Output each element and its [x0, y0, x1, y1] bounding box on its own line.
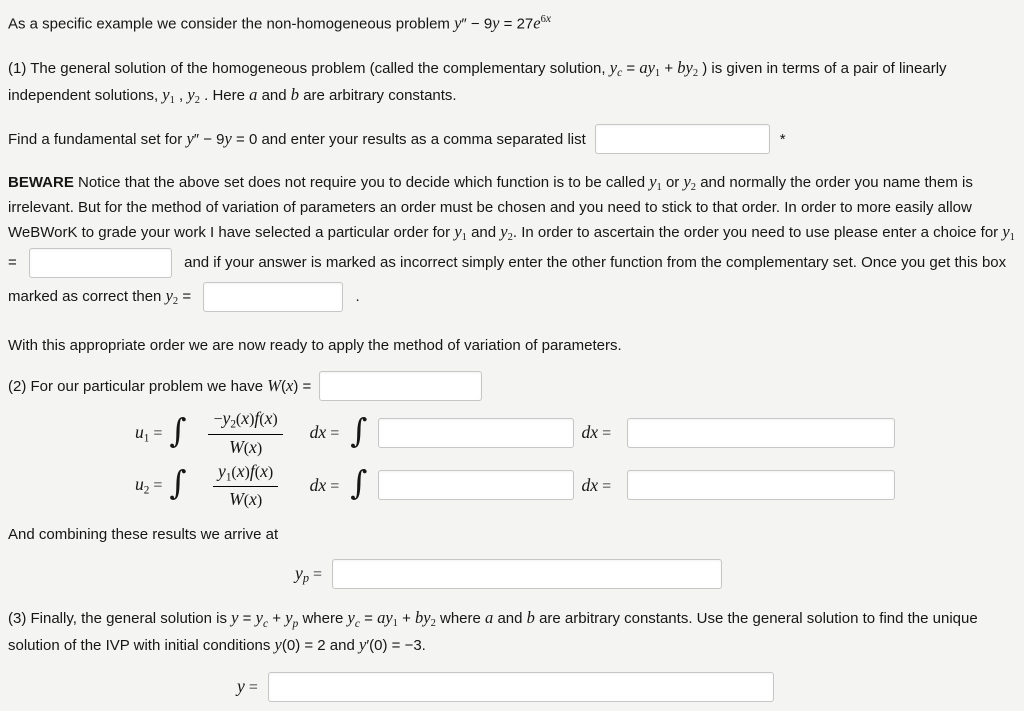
integral-sign: ∫ — [350, 410, 368, 450]
y-label: y = — [237, 676, 258, 697]
yp-label: $y_p$ = — [295, 562, 322, 586]
u2-integrand-input[interactable] — [378, 470, 574, 500]
beware-text-3: . — [355, 287, 360, 305]
problem-statement: As a specific example we consider the non-homogeneous problem $y'' - 9y = 27e^{6x}$ — [8, 13, 551, 33]
part1-description: (1) The general solution of the homogeneous problem (called the complementary solution, $y_c = ay_1 + by_2$ ) is given in terms of a pair of linearly independent solutions, $y_1$ , $y_2$ . Here a and b are arbitrary constants. — [8, 58, 947, 106]
u1-result-input[interactable] — [627, 418, 895, 448]
wronskian-input[interactable] — [319, 371, 482, 401]
part3-description: (3) Finally, the general solution is $y = y_c + y_p$ where $y_c = ay_1 + by_2$ where a and b are arbitrary constants. Use the general solution to find the unique solution of the IVP with initial conditions y(0) = 2 and y′(0) = −3. — [8, 608, 978, 654]
u2-dx-equals-2: dx = — [581, 474, 612, 495]
fundamental-set-row — [8, 124, 1016, 154]
wronskian-label: (2) For our particular problem we have W(x) = — [8, 375, 312, 395]
wronskian-row — [8, 371, 1016, 401]
u1-dx-equals-1: dx = — [309, 422, 340, 443]
y2-choice-input[interactable] — [203, 282, 343, 312]
u1-equation-row — [135, 408, 1016, 457]
general-solution-row — [237, 672, 1016, 702]
general-solution-input[interactable] — [268, 672, 774, 702]
u2-result-input[interactable] — [627, 470, 895, 500]
integral-sign: ∫ — [169, 410, 187, 450]
u1-fraction-denominator: W(x) — [229, 436, 263, 457]
fundamental-set-label: Find a fundamental set for y″ − 9y = 0 and enter your results as a comma separated list — [8, 129, 586, 149]
u2-fraction-numerator: $y_1(x)f(x)$ — [213, 461, 278, 487]
particular-solution-row — [295, 559, 1016, 589]
beware-text-2: and if your answer is marked as incorrect simply enter the other function from the complementary set. Once you get this box marked as correct then $y_2$ = — [8, 253, 1007, 307]
beware-text-1: BEWARE Notice that the above set does not require you to decide which function is to be called $y_1$ or $y_2$ and normally the order you name them is irrelevant. But for the method of variation of parameters an order must be chosen and you need to stick to that order. In order to more easily allow WeBWorK to grade your work I have selected a particular order for $y_1$ and $y_2$. In order to ascertain the order you need to use please enter a choice for $y_1$ = — [8, 172, 1015, 271]
transition-text: With this appropriate order we are now ready to apply the method of variation of parameters. — [8, 336, 622, 354]
u1-dx-equals-2: dx = — [581, 422, 612, 443]
u2-fraction — [193, 461, 299, 510]
u1-fraction-numerator: $-y_2(x)f(x)$ — [208, 408, 282, 434]
yp-input[interactable] — [332, 559, 722, 589]
u2-fraction-denominator: W(x) — [229, 488, 263, 509]
fundamental-set-input[interactable] — [595, 124, 770, 154]
required-asterisk: * — [779, 130, 786, 148]
u1-integrand-input[interactable] — [378, 418, 574, 448]
u2-dx-equals-1: dx = — [309, 474, 340, 495]
u1-lhs: $u_1$ = — [135, 421, 163, 445]
combining-text: And combining these results we arrive at — [8, 525, 279, 543]
integral-sign: ∫ — [350, 463, 368, 503]
u2-equation-row — [135, 461, 1016, 510]
y1-choice-input[interactable] — [29, 248, 172, 278]
beware-paragraph — [8, 170, 1016, 313]
integral-sign: ∫ — [169, 463, 187, 503]
u1-fraction — [193, 408, 299, 457]
u2-lhs: $u_2$ = — [135, 474, 163, 497]
